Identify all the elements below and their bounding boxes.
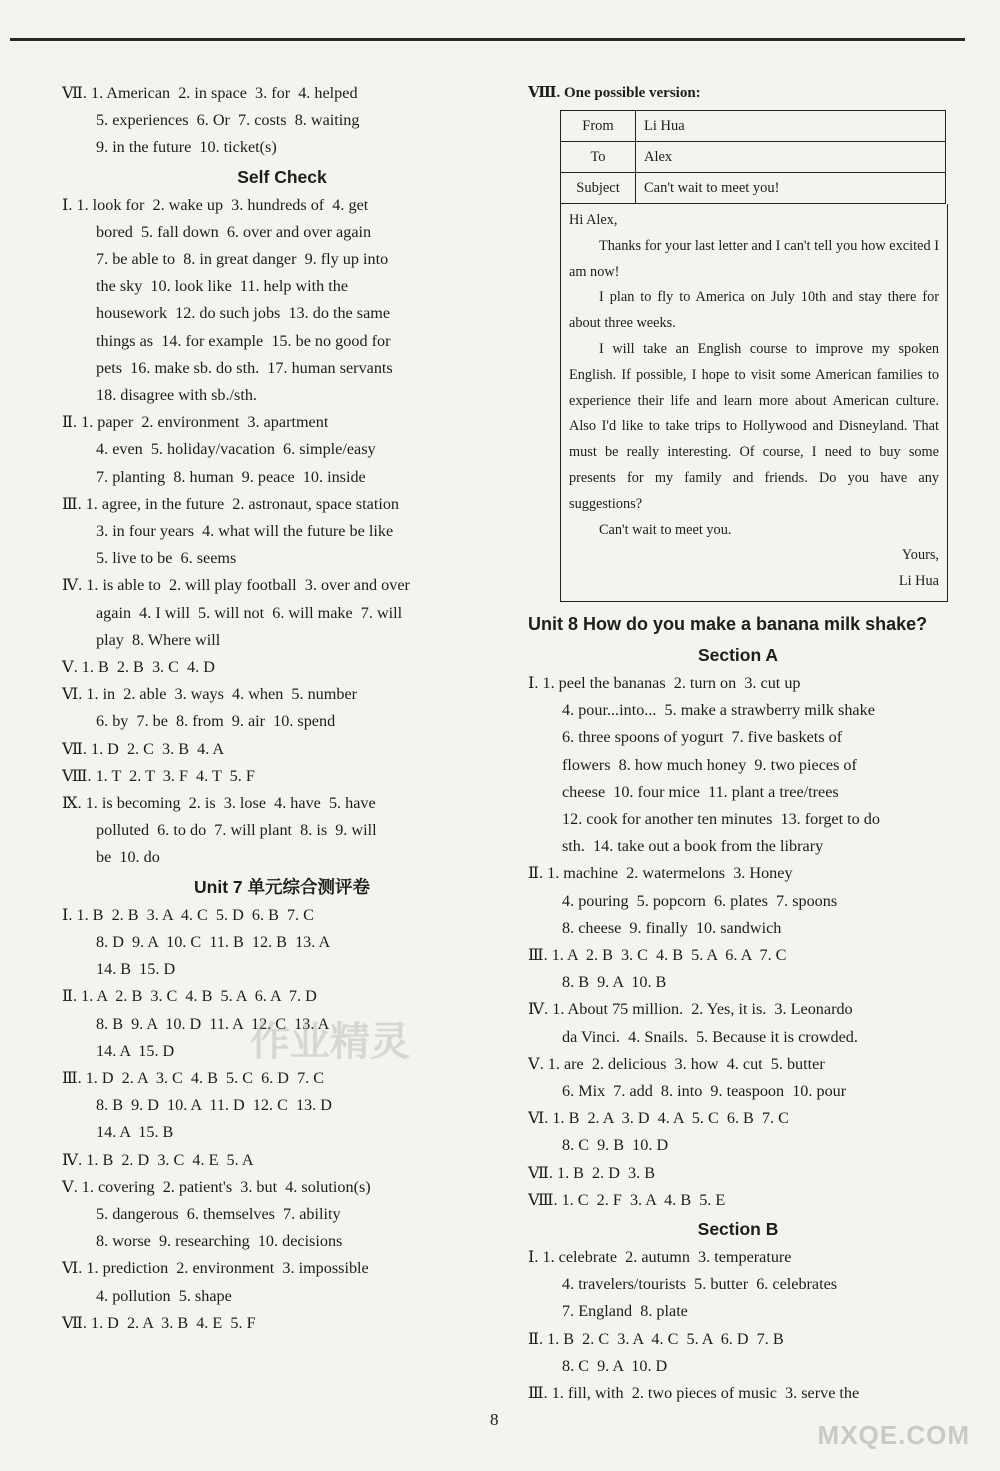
letter-signature: Li Hua bbox=[898, 573, 939, 590]
answer-line: again 4. I will 5. will not 6. will make 7. will bbox=[96, 603, 403, 622]
answer-line: Ⅱ. 1. paper 2. environment 3. apartment bbox=[62, 413, 329, 432]
answer-line: 8. C 9. A 10. D bbox=[562, 1356, 668, 1375]
answer-line: Ⅶ. 1. B 2. D 3. B bbox=[528, 1163, 656, 1182]
answer-line: 8. D 9. A 10. C 11. B 12. B 13. A bbox=[96, 932, 331, 951]
answer-line: 4. pour...into... 5. make a strawberry milk shake bbox=[562, 701, 875, 720]
answer-line: 7. be able to 8. in great danger 9. fly up into bbox=[96, 250, 389, 269]
section-a-title: Section A bbox=[697, 644, 779, 665]
answer-line: 8. worse 9. researching 10. decisions bbox=[96, 1232, 343, 1251]
answer-line: Ⅱ. 1. A 2. B 3. C 4. B 5. A 6. A 7. D bbox=[62, 987, 317, 1006]
answer-line: 6. by 7. be 8. from 9. air 10. spend bbox=[96, 712, 336, 731]
answer-line: Ⅴ. 1. B 2. B 3. C 4. D bbox=[62, 658, 215, 677]
answer-line: sth. 14. take out a book from the library bbox=[562, 837, 824, 856]
self-check-title: Self Check bbox=[237, 166, 327, 187]
answer-line: Ⅰ. 1. B 2. B 3. A 4. C 5. D 6. B 7. C bbox=[62, 905, 314, 924]
subject-label: Subject bbox=[561, 173, 636, 204]
answer-line: Ⅷ. 1. T 2. T 3. F 4. T 5. F bbox=[62, 766, 255, 785]
letter-paragraph: Can't wait to meet you. bbox=[599, 521, 732, 538]
answer-line: 5. live to be 6. seems bbox=[96, 549, 237, 568]
answer-line: things as 14. for example 15. be no good for bbox=[96, 331, 391, 350]
left-column bbox=[62, 80, 502, 1337]
site-watermark: MXQE.COM bbox=[817, 1420, 970, 1450]
answer-line: 14. B 15. D bbox=[96, 960, 176, 979]
answer-line: da Vinci. 4. Snails. 5. Because it is crowded. bbox=[562, 1027, 858, 1046]
to-value: Alex bbox=[636, 142, 946, 173]
answer-line: Ⅲ. 1. A 2. B 3. C 4. B 5. A 6. A 7. C bbox=[528, 945, 787, 964]
answer-line: 8. B 9. D 10. A 11. D 12. C 13. D bbox=[96, 1096, 332, 1115]
answer-line: Ⅵ. 1. B 2. A 3. D 4. A 5. C 6. B 7. C bbox=[528, 1109, 789, 1128]
answer-line: cheese 10. four mice 11. plant a tree/trees bbox=[562, 782, 839, 801]
from-label: From bbox=[561, 111, 636, 142]
answer-line: Ⅶ. 1. D 2. A 3. B 4. E 5. F bbox=[62, 1313, 256, 1332]
answer-line: 8. cheese 9. finally 10. sandwich bbox=[562, 918, 782, 937]
page-number: 8 bbox=[490, 1410, 499, 1429]
letter-body bbox=[560, 204, 948, 602]
answer-line: pets 16. make sb. do sth. 17. human servants bbox=[96, 358, 393, 377]
answer-line: housework 12. do such jobs 13. do the same bbox=[96, 304, 391, 323]
letter-paragraph: Thanks for your last letter and I can't tell you how excited I am now! bbox=[569, 237, 939, 280]
writing-lead: Ⅷ. One possible version: bbox=[528, 85, 701, 101]
answer-line: Ⅱ. 1. B 2. C 3. A 4. C 5. A 6. D 7. B bbox=[528, 1329, 784, 1348]
table-row bbox=[561, 111, 946, 142]
answer-line: the sky 10. look like 11. help with the bbox=[96, 277, 349, 296]
answer-line: 4. even 5. holiday/vacation 6. simple/easy bbox=[96, 440, 376, 459]
answer-line: Ⅲ. 1. agree, in the future 2. astronaut, space station bbox=[62, 494, 400, 513]
answer-line: Ⅶ. 1. D 2. C 3. B 4. A bbox=[62, 739, 225, 758]
answer-line: Ⅰ. 1. celebrate 2. autumn 3. temperature bbox=[528, 1248, 792, 1267]
answer-line: 4. pouring 5. popcorn 6. plates 7. spoons bbox=[562, 891, 838, 910]
answer-line: 3. in four years 4. what will the future be like bbox=[96, 522, 394, 541]
answer-line: 7. planting 8. human 9. peace 10. inside bbox=[96, 467, 366, 486]
letter-paragraph: I plan to fly to America on July 10th and stay there for about three weeks. bbox=[569, 289, 939, 332]
answers-self-check bbox=[62, 192, 502, 872]
answer-line: be 10. do bbox=[96, 848, 160, 867]
answer-line: 12. cook for another ten minutes 13. forget to do bbox=[562, 809, 880, 828]
answer-line: 14. A 15. D bbox=[96, 1041, 175, 1060]
answer-line: Ⅵ. 1. prediction 2. environment 3. impossible bbox=[62, 1259, 369, 1278]
table-row bbox=[561, 173, 946, 204]
answer-line: Ⅴ. 1. are 2. delicious 3. how 4. cut 5. butter bbox=[528, 1054, 825, 1073]
answer-line: 4. pollution 5. shape bbox=[96, 1286, 232, 1305]
stamp-mark: 作业精灵 bbox=[250, 1019, 410, 1065]
subject-value: Can't wait to meet you! bbox=[636, 173, 946, 204]
to-label: To bbox=[561, 142, 636, 173]
top-rule bbox=[10, 38, 965, 41]
answers-section-b bbox=[528, 1244, 948, 1407]
answer-line: Ⅲ. 1. fill, with 2. two pieces of music 3. serve the bbox=[528, 1384, 860, 1403]
answer-line: Ⅲ. 1. D 2. A 3. C 4. B 5. C 6. D 7. C bbox=[62, 1068, 325, 1087]
answer-line: 14. A 15. B bbox=[96, 1123, 174, 1142]
answer-line: 7. England 8. plate bbox=[562, 1302, 688, 1321]
answer-line: Ⅵ. 1. in 2. able 3. ways 4. when 5. number bbox=[62, 685, 358, 704]
answers-section-a bbox=[528, 670, 948, 1214]
answer-line: 9. in the future 10. ticket(s) bbox=[96, 138, 277, 157]
answer-line: Ⅰ. 1. peel the bananas 2. turn on 3. cut up bbox=[528, 673, 801, 692]
answers-unit7-test bbox=[62, 902, 502, 1337]
answer-line: Ⅷ. 1. C 2. F 3. A 4. B 5. E bbox=[528, 1190, 726, 1209]
answer-line: Ⅱ. 1. machine 2. watermelons 3. Honey bbox=[528, 864, 793, 883]
unit7-test-title: Unit 7 单元综合测评卷 bbox=[194, 876, 370, 897]
answer-line: Ⅳ. 1. is able to 2. will play football 3. over and over bbox=[62, 576, 410, 595]
letter-greeting: Hi Alex, bbox=[569, 212, 618, 228]
answer-line: polluted 6. to do 7. will plant 8. is 9. will bbox=[96, 821, 377, 840]
answer-line: 8. C 9. B 10. D bbox=[562, 1136, 669, 1155]
answer-line: 8. B 9. A 10. D 11. A 12. C 13. A bbox=[96, 1014, 330, 1033]
answer-line: Ⅳ. 1. B 2. D 3. C 4. E 5. A bbox=[62, 1150, 254, 1169]
letter-closing: Yours, bbox=[901, 547, 939, 564]
answer-line: Ⅸ. 1. is becoming 2. is 3. lose 4. have 5. have bbox=[62, 794, 376, 813]
answer-line: 18. disagree with sb./sth. bbox=[96, 386, 257, 405]
answer-line: Ⅰ. 1. look for 2. wake up 3. hundreds of 4. get bbox=[62, 195, 369, 214]
answer-line: 5. experiences 6. Or 7. costs 8. waiting bbox=[96, 111, 360, 130]
answer-line: Ⅶ. 1. American 2. in space 3. for 4. helped bbox=[62, 84, 358, 102]
answer-line: 8. B 9. A 10. B bbox=[562, 973, 667, 992]
answer-line: Ⅴ. 1. covering 2. patient's 3. but 4. solution(s) bbox=[62, 1177, 371, 1196]
answer-line: play 8. Where will bbox=[96, 630, 221, 649]
letter-header-table bbox=[560, 110, 946, 204]
unit8-title: Unit 8 How do you make a banana milk shake? bbox=[528, 613, 928, 634]
answer-line: 6. three spoons of yogurt 7. five baskets of bbox=[562, 728, 843, 747]
from-value: Li Hua bbox=[636, 111, 946, 142]
answer-line: 5. dangerous 6. themselves 7. ability bbox=[96, 1204, 341, 1223]
answer-line: 6. Mix 7. add 8. into 9. teaspoon 10. pour bbox=[562, 1082, 847, 1100]
answer-line: Ⅳ. 1. About 75 million. 2. Yes, it is. 3. Leonardo bbox=[528, 1000, 853, 1019]
answers-unit7-section-end bbox=[62, 80, 502, 162]
right-column bbox=[528, 80, 948, 1407]
answer-line: 4. travelers/tourists 5. butter 6. celebrates bbox=[562, 1275, 838, 1294]
answer-line: bored 5. fall down 6. over and over again bbox=[96, 222, 372, 241]
letter-paragraph: I will take an English course to improve my spoken English. If possible, I hope to visit some American families to experience their life and learn more about American culture. Also I'd like to take trips to Hollywood and Disneyland. That must be really interesting. Of course, I need to buy some presents for my family and friends. Do you have any suggestions? bbox=[569, 340, 939, 512]
section-b-title: Section B bbox=[697, 1219, 779, 1240]
table-row bbox=[561, 142, 946, 173]
answer-line: flowers 8. how much honey 9. two pieces of bbox=[562, 755, 857, 774]
